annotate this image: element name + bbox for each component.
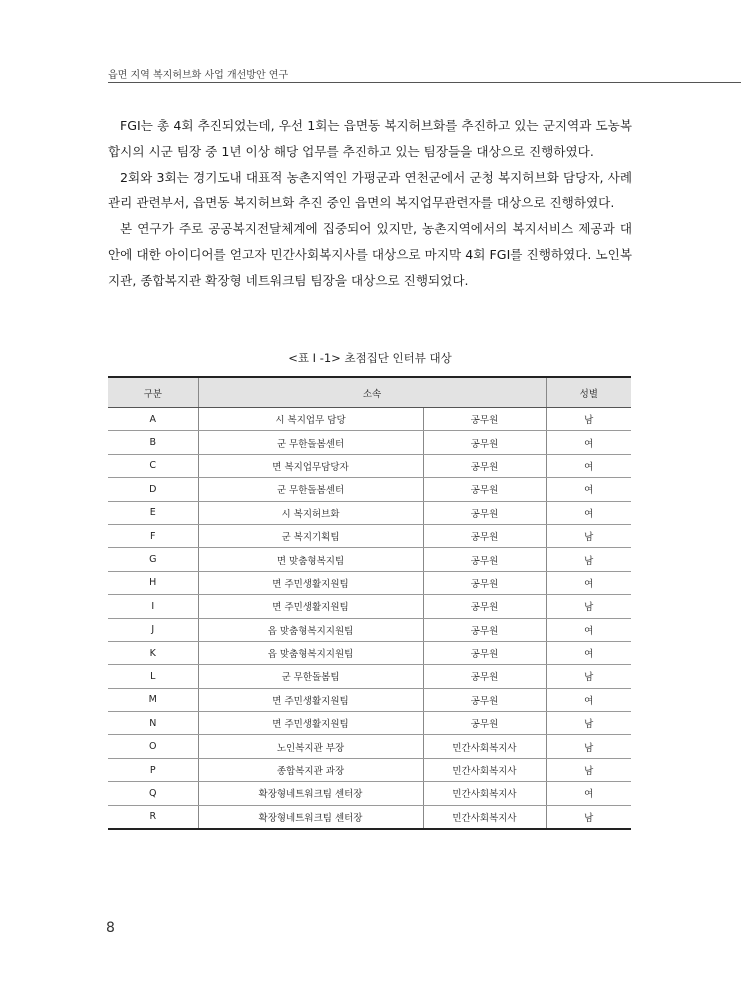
row-position: 공무원: [423, 478, 546, 501]
row-position: 공무원: [423, 688, 546, 711]
row-id: R: [108, 805, 198, 829]
row-department: 면 주민생활지원팀: [198, 571, 423, 594]
paragraph: FGI는 총 4회 추진되었는데, 우선 1회는 읍면동 복지허브화를 추진하고 있는 군지역과 도농복합시의 시군 팀장 중 1년 이상 해당 업무를 추진하고 있는 팀장들을 대상으로 진행하였다.: [108, 118, 632, 159]
row-department: 시 복지허브화: [198, 501, 423, 524]
row-department: 확장형네트워크팀 센터장: [198, 805, 423, 829]
row-department: 면 주민생활지원팀: [198, 712, 423, 735]
table-row: [108, 478, 631, 501]
paragraph: 2회와 3회는 경기도내 대표적 농촌지역인 가평군과 연천군에서 군청 복지허브화 담당자, 사례관리 관련부서, 읍면동 복지허브화 추진 중인 읍면의 복지업무관련자를 대상으로 진행하였다.: [108, 169, 632, 211]
table-row: [108, 618, 631, 641]
header-rule: [108, 82, 741, 83]
row-position: 공무원: [423, 548, 546, 571]
row-gender: 여: [546, 571, 631, 594]
row-position: 공무원: [423, 431, 546, 454]
row-gender: 여: [546, 478, 631, 501]
table-row: [108, 712, 631, 735]
row-id: C: [108, 454, 198, 477]
row-id: I: [108, 595, 198, 618]
table-row: [108, 431, 631, 454]
row-id: P: [108, 758, 198, 781]
row-position: 공무원: [423, 641, 546, 664]
row-gender: 남: [546, 712, 631, 735]
header-affiliation: 소속: [198, 377, 546, 408]
row-position: 공무원: [423, 595, 546, 618]
row-gender: 남: [546, 595, 631, 618]
row-department: 군 무한돌봄센터: [198, 431, 423, 454]
table-row: [108, 758, 631, 781]
row-gender: 여: [546, 501, 631, 524]
row-id: H: [108, 571, 198, 594]
paragraph: 본 연구가 주로 공공복지전달체계에 집중되어 있지만, 농촌지역에서의 복지서비스 제공과 대안에 대한 아이디어를 얻고자 민간사회복지사를 대상으로 마지막 4회 FGI를 진행하였다. 노인복지관, 종합복지관 확장형 네트워크팀 팀장을 대상으로 진행되었다.: [108, 221, 632, 288]
row-id: J: [108, 618, 198, 641]
row-department: 면 맞춤형복지팀: [198, 548, 423, 571]
row-gender: 남: [546, 408, 631, 431]
row-id: O: [108, 735, 198, 758]
row-department: 시 복지업무 담당: [198, 408, 423, 431]
row-gender: 여: [546, 782, 631, 805]
row-gender: 남: [546, 805, 631, 829]
table-header-row: [108, 377, 631, 408]
row-position: 공무원: [423, 712, 546, 735]
page-number: 8: [106, 920, 115, 936]
row-gender: 남: [546, 524, 631, 547]
running-header: 읍면 지역 복지허브화 사업 개선방안 연구: [108, 70, 289, 81]
row-id: B: [108, 431, 198, 454]
row-position: 공무원: [423, 408, 546, 431]
row-id: F: [108, 524, 198, 547]
body-text: [108, 113, 632, 294]
row-department: 읍 맞춤형복지지원팀: [198, 641, 423, 664]
row-department: 읍 맞춤형복지지원팀: [198, 618, 423, 641]
table-row: [108, 805, 631, 829]
row-gender: 남: [546, 735, 631, 758]
row-position: 공무원: [423, 665, 546, 688]
row-department: 확장형네트워크팀 센터장: [198, 782, 423, 805]
table-row: [108, 501, 631, 524]
row-position: 민간사회복지사: [423, 758, 546, 781]
row-department: 종합복지관 과장: [198, 758, 423, 781]
row-department: 면 복지업무담당자: [198, 454, 423, 477]
row-id: D: [108, 478, 198, 501]
row-position: 공무원: [423, 501, 546, 524]
row-gender: 남: [546, 665, 631, 688]
table-row: [108, 595, 631, 618]
table-row: [108, 665, 631, 688]
row-department: 노인복지관 부장: [198, 735, 423, 758]
table-caption: <표 Ⅰ -1> 초점집단 인터뷰 대상: [288, 351, 452, 365]
row-gender: 여: [546, 454, 631, 477]
row-position: 민간사회복지사: [423, 805, 546, 829]
row-department: 면 주민생활지원팀: [198, 688, 423, 711]
table-row: [108, 548, 631, 571]
row-id: N: [108, 712, 198, 735]
row-position: 공무원: [423, 618, 546, 641]
header-category: 구분: [108, 377, 198, 408]
table-row: [108, 641, 631, 664]
row-department: 면 주민생활지원팀: [198, 595, 423, 618]
table-row: [108, 782, 631, 805]
row-id: G: [108, 548, 198, 571]
table-row: [108, 735, 631, 758]
row-gender: 여: [546, 618, 631, 641]
row-id: Q: [108, 782, 198, 805]
row-department: 군 무한돌봄팀: [198, 665, 423, 688]
row-gender: 여: [546, 688, 631, 711]
table-row: [108, 408, 631, 431]
row-department: 군 무한돌봄센터: [198, 478, 423, 501]
table-row: [108, 688, 631, 711]
table-row: [108, 571, 631, 594]
row-gender: 남: [546, 758, 631, 781]
row-gender: 남: [546, 548, 631, 571]
row-position: 공무원: [423, 454, 546, 477]
row-position: 공무원: [423, 524, 546, 547]
row-position: 민간사회복지사: [423, 735, 546, 758]
row-position: 민간사회복지사: [423, 782, 546, 805]
row-gender: 여: [546, 431, 631, 454]
row-position: 공무원: [423, 571, 546, 594]
header-gender: 성별: [546, 377, 631, 408]
row-id: K: [108, 641, 198, 664]
table-row: [108, 454, 631, 477]
row-id: E: [108, 501, 198, 524]
row-gender: 여: [546, 641, 631, 664]
fgi-participants-table: [108, 376, 631, 830]
row-id: A: [108, 408, 198, 431]
table-body: [108, 408, 631, 830]
table-row: [108, 524, 631, 547]
row-id: M: [108, 688, 198, 711]
row-id: L: [108, 665, 198, 688]
row-department: 군 복지기획팀: [198, 524, 423, 547]
